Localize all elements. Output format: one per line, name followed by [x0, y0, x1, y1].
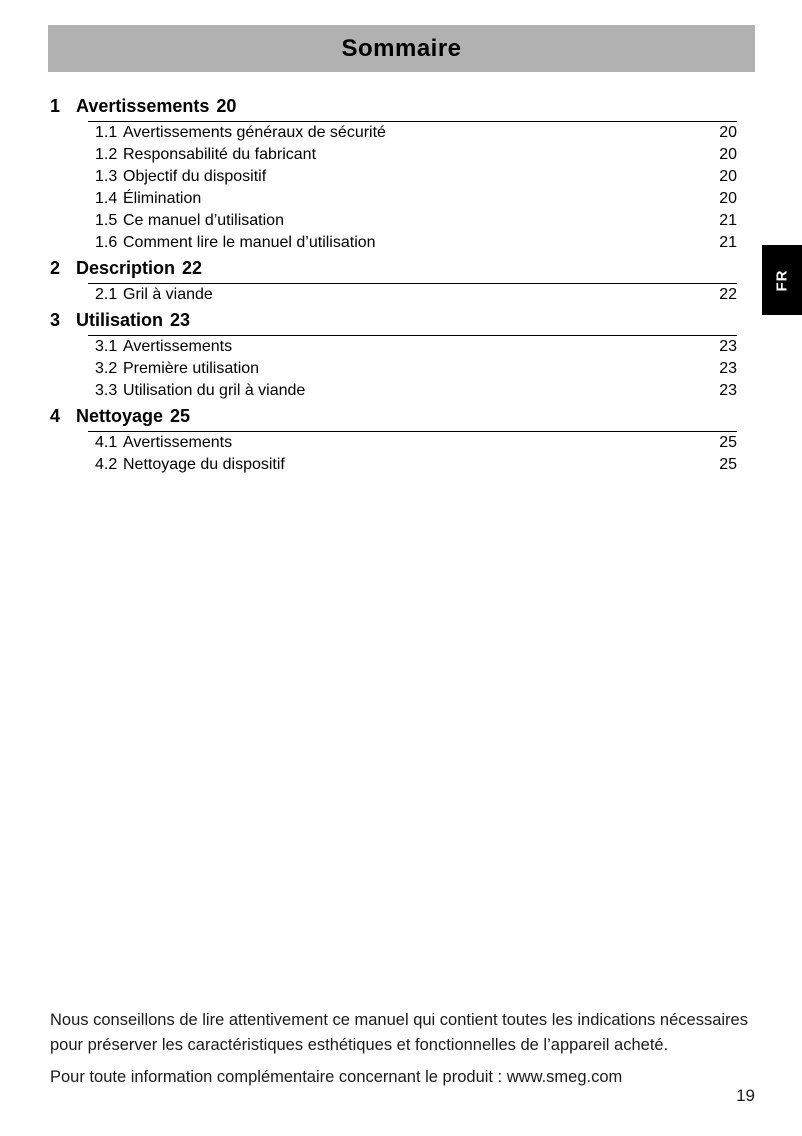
toc-item-number: 3.3: [95, 382, 118, 399]
toc-item: [50, 188, 737, 210]
toc-section-title: Nettoyage: [76, 406, 164, 426]
footer-notes: [50, 1008, 757, 1090]
toc-item-page: 22: [719, 286, 737, 303]
toc-item-title: Responsabilité du fabricant: [123, 146, 317, 163]
toc-item-title: Avertissements: [123, 338, 233, 355]
table-of-contents: [50, 92, 737, 476]
toc-section-page: 20: [216, 96, 237, 116]
language-tab-label: FR: [773, 269, 791, 291]
toc-section-page: 23: [170, 310, 191, 330]
toc-item-page: 23: [719, 338, 737, 355]
footer-paragraph-advice: Nous conseillons de lire attentivement ce manuel qui contient toutes les indications nécessaires pour préserver les caractéristiques esthétiques et fonctionnelles de l’appareil acheté.: [50, 1011, 748, 1054]
toc-item: [50, 380, 737, 402]
toc-section-header: [50, 254, 737, 280]
toc-item-number: 1.2: [95, 146, 118, 163]
toc-item-page: 25: [719, 456, 737, 473]
toc-item-title: Avertissements généraux de sécurité: [123, 124, 386, 141]
toc-item-number: 1.6: [95, 234, 118, 251]
toc-section-items: [50, 432, 737, 476]
toc-item-number: 4.1: [95, 434, 118, 451]
toc-section-items: [50, 122, 737, 254]
toc-item: [50, 232, 737, 254]
toc-section-title: Avertissements: [76, 96, 210, 116]
toc-item-title: Gril à viande: [123, 286, 213, 303]
toc-section: [50, 254, 737, 306]
toc-item: [50, 358, 737, 380]
toc-item: [50, 284, 737, 306]
toc-item-number: 3.1: [95, 338, 118, 355]
toc-item-title: Nettoyage du dispositif: [123, 456, 285, 473]
toc-item-title: Élimination: [123, 190, 202, 207]
toc-item-title: Comment lire le manuel d’utilisation: [123, 234, 376, 251]
toc-section-title: Utilisation: [76, 310, 164, 330]
toc-section-number: 4: [50, 406, 61, 426]
toc-item: [50, 454, 737, 476]
toc-item: [50, 122, 737, 144]
toc-item-number: 3.2: [95, 360, 118, 377]
toc-section-number: 1: [50, 96, 61, 116]
toc-item-page: 20: [719, 124, 737, 141]
toc-item-page: 20: [719, 190, 737, 207]
toc-item-title: Première utilisation: [123, 360, 260, 377]
toc-section-page: 22: [182, 258, 203, 278]
toc-item-page: 21: [719, 234, 737, 251]
toc-section-title: Description: [76, 258, 176, 278]
page-header: [48, 25, 755, 72]
toc-item-number: 2.1: [95, 286, 118, 303]
toc-item: [50, 336, 737, 358]
toc-section-number: 3: [50, 310, 61, 330]
toc-item-page: 25: [719, 434, 737, 451]
toc-section-items: [50, 336, 737, 402]
language-tab: [762, 245, 802, 315]
toc-item-number: 1.1: [95, 124, 118, 141]
toc-item-page: 20: [719, 168, 737, 185]
toc-item-title: Avertissements: [123, 434, 233, 451]
toc-section-header: [50, 92, 737, 118]
toc-section: [50, 402, 737, 476]
toc-item-number: 1.3: [95, 168, 118, 185]
toc-section: [50, 92, 737, 254]
toc-item: [50, 166, 737, 188]
toc-section-header: [50, 306, 737, 332]
toc-item-title: Utilisation du gril à viande: [123, 382, 306, 399]
toc-item: [50, 432, 737, 454]
toc-item: [50, 144, 737, 166]
toc-item: [50, 210, 737, 232]
toc-item-page: 21: [719, 212, 737, 229]
page-number: 19: [736, 1086, 755, 1105]
footer-paragraph-website: Pour toute information complémentaire concernant le produit : www.smeg.com: [50, 1068, 623, 1086]
toc-item-page: 23: [719, 382, 737, 399]
toc-section-number: 2: [50, 258, 61, 278]
toc-section-page: 25: [170, 406, 191, 426]
toc-item-number: 1.5: [95, 212, 118, 229]
toc-section: [50, 306, 737, 402]
toc-item-number: 1.4: [95, 190, 118, 207]
toc-item-title: Objectif du dispositif: [123, 168, 267, 185]
toc-section-items: [50, 284, 737, 306]
toc-item-number: 4.2: [95, 456, 118, 473]
toc-section-header: [50, 402, 737, 428]
toc-item-page: 23: [719, 360, 737, 377]
toc-item-page: 20: [719, 146, 737, 163]
toc-item-title: Ce manuel d’utilisation: [123, 212, 284, 229]
page-title: Sommaire: [341, 34, 462, 62]
